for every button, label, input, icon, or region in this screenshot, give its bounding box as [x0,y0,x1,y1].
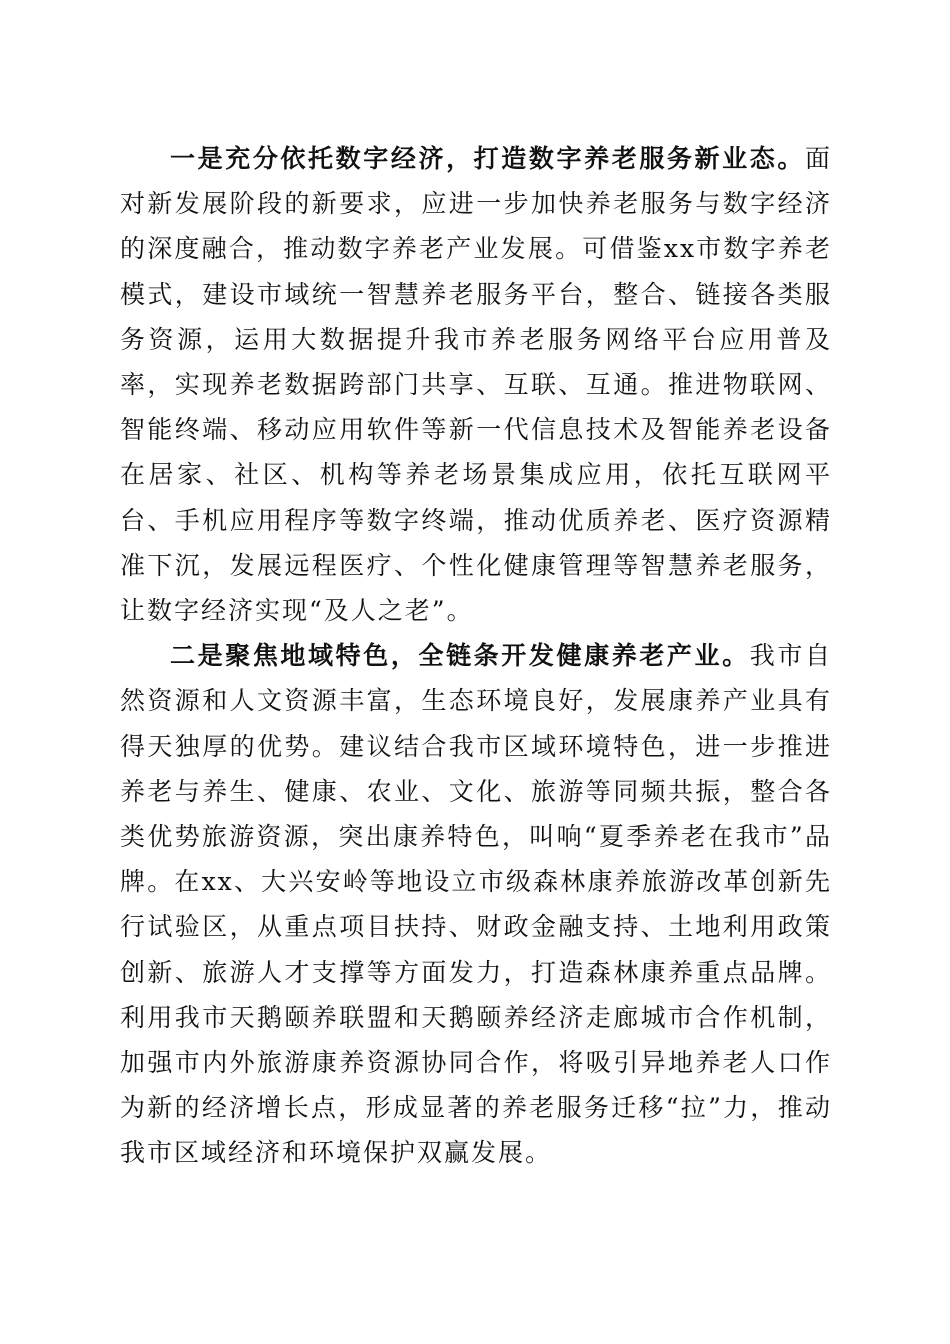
paragraph-digital-elderly-care [120,136,832,633]
paragraph-lead: 二是聚焦地域特色，全链条开发健康养老产业。 [170,641,750,671]
document-body [120,136,832,1176]
paragraph-lead: 一是充分依托数字经济，打造数字养老服务新业态。 [170,144,805,173]
paragraph-text: 我市自然资源和人文资源丰富，生态环境良好，发展康养产业具有得天独厚的优势。建议结合我市区域环境特色，进一步推进养老与养生、健康、农业、文化、旅游等同频共振，整合各类优势旅游资源，突出康养特色，叫响“夏季养老在我市”品牌。在xx、大兴安岭等地设立市级森林康养旅游改革创新先行试验区，从重点项目扶持、财政金融支持、土地利用政策创新、旅游人才支撑等方面发力，打造森林康养重点品牌。利用我市天鹅颐养联盟和天鹅颐养经济走廊城市合作机制，加强市内外旅游康养资源协同合作，将吸引异地养老人口作为新的经济增长点，形成显著的养老服务迁移“拉”力，推动我市区域经济和环境保护双赢发展。 [120,641,832,1168]
paragraph-text: 面对新发展阶段的新要求，应进一步加快养老服务与数字经济的深度融合，推动数字养老产业发展。可借鉴xx市数字养老模式，建设市域统一智慧养老服务平台，整合、链接各类服务资源，运用大数据提升我市养老服务网络平台应用普及率，实现养老数据跨部门共享、互联、互通。推进物联网、智能终端、移动应用软件等新一代信息技术及智能养老设备在居家、社区、机构等养老场景集成应用，依托互联网平台、手机应用程序等数字终端，推动优质养老、医疗资源精准下沉，发展远程医疗、个性化健康管理等智慧养老服务，让数字经济实现“及人之老”。 [120,144,832,626]
paragraph-health-elderly-industry [120,633,832,1175]
